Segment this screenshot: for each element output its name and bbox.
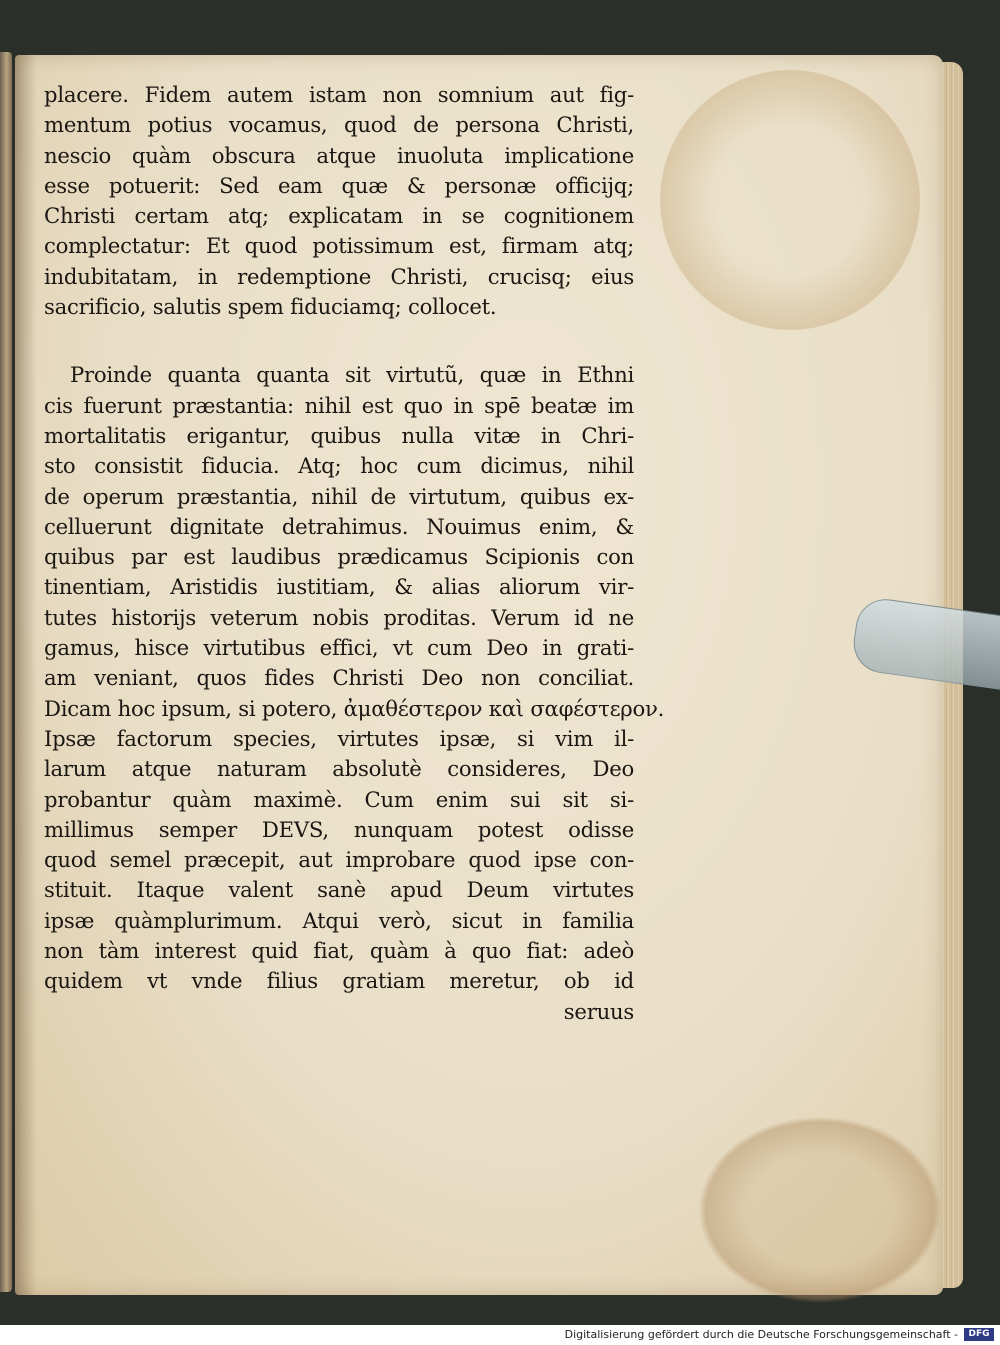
text-line: probantur quàm maximè. Cum enim sui sit si- [44,786,634,812]
text-line: Ipsæ factorum species, virtutes ipsæ, si vim il- [44,725,634,751]
text-line: am veniant, quos fides Christi Deo non conciliat. [44,665,634,691]
text-line: quibus par est laudibus prædicamus Scipionis con [44,544,634,570]
gutter-shadow [15,55,37,1295]
text-line: quidem vt vnde filius gratiam meretur, ob id [44,968,634,994]
text-line: Christi certam atq; explicatam in se cognitionem [44,203,634,229]
text-line: nescio quàm obscura atque inuoluta implicatione [44,142,634,168]
footer-bar [0,1325,1000,1345]
text-line: mortalitatis erigantur, quibus nulla vitæ in Chri- [44,422,634,448]
text-line: placere. Fidem autem istam non somnium aut fig- [44,82,634,107]
footer-credit: Digitalisierung gefördert durch die Deutsche Forschungsgemeinschaft - [564,1328,958,1341]
dfg-logo: DFG [964,1328,994,1341]
catchword: seruus [563,998,634,1024]
text-line: Proinde quanta quanta sit virtutũ, quæ in Ethni [70,362,634,388]
text-line: sto consistit fiducia. Atq; hoc cum dicimus, nihil [44,453,634,479]
text-line: quod semel præcepit, aut improbare quod ipse con- [44,847,634,873]
text-line: Dicam hoc ipsum, si potero, ἀμαθέστερον καὶ σαφέστερον. [44,695,665,721]
paragraph-1 [44,80,634,322]
previous-page-edge [0,52,12,1292]
text-line: non tàm interest quid fiat, quàm à quo fiat: adeò [44,938,634,964]
text-line: esse potuerit: Sed eam quæ & personæ officijq; [44,172,634,198]
text-line: millimus semper DEVS, nunquam potest odisse [44,816,634,842]
text-line: ipsæ quàmplurimum. Atqui verò, sicut in familia [44,907,634,933]
text-block [44,80,665,1027]
text-line: cis fuerunt præstantia: nihil est quo in spē beatæ im [44,392,634,418]
text-line: tinentiam, Aristidis iustitiam, & alias aliorum vir- [44,574,634,600]
text-line: tutes historijs veterum nobis proditas. Verum id ne [44,604,634,630]
text-line: larum atque naturam absolutè consideres, Deo [44,756,634,782]
text-line: gamus, hisce virtutibus effici, vt cum Deo in grati- [44,635,634,661]
paragraph-gap [44,322,634,360]
text-line: sacrificio, salutis spem fiduciamq; collocet. [44,294,497,320]
paragraph-2 [44,360,665,996]
text-line: complectatur: Et quod potissimum est, firmam atq; [44,233,634,259]
text-line: mentum potius vocamus, quod de persona Christi, [44,112,634,138]
text-line: indubitatam, in redemptione Christi, crucisq; eius [44,263,634,289]
text-line: de operum præstantia, nihil de virtutum, quibus ex- [44,483,634,509]
text-line: celluerunt dignitate detrahimus. Nouimus enim, & [44,513,634,539]
text-line: stituit. Itaque valent sanè apud Deum virtutes [44,877,634,903]
